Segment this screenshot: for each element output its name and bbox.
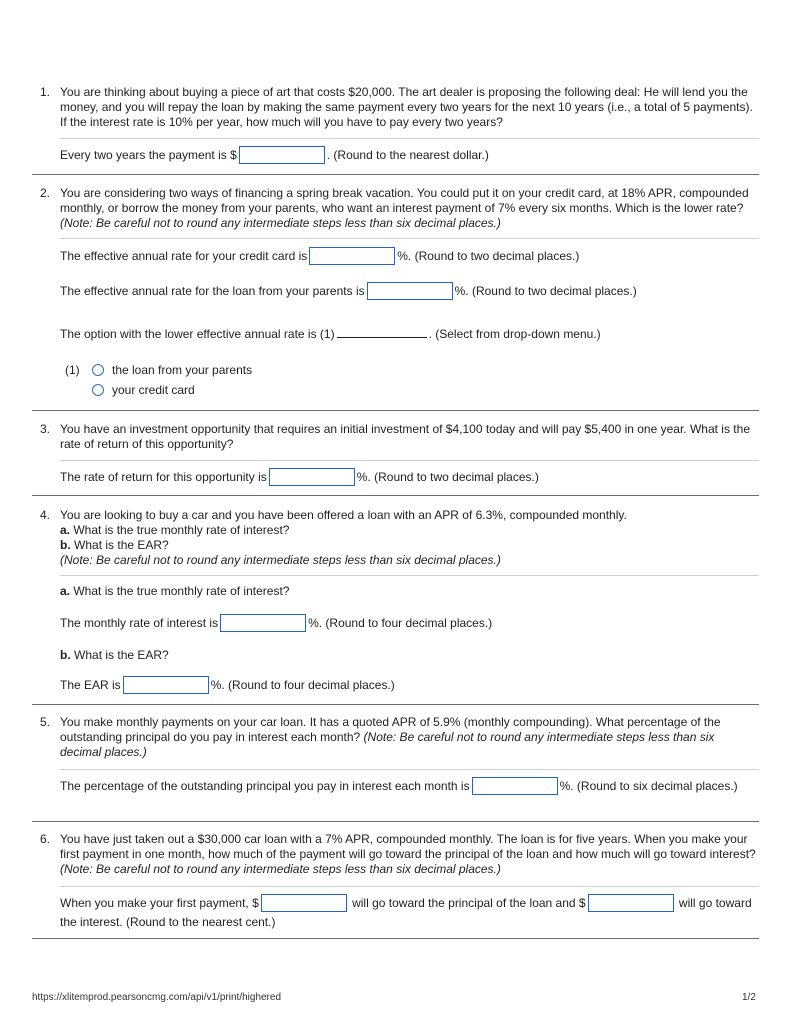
- answer-middle: will go toward the principal of the loan and $: [352, 896, 586, 910]
- question-divider: [32, 174, 759, 175]
- rate-of-return-input[interactable]: [269, 468, 355, 486]
- question-divider: [32, 704, 759, 705]
- credit-card-ear-input[interactable]: [309, 247, 395, 265]
- question-text: You have an investment opportunity that requires an initial investment of $4,100 today and will pay $5,400 in one year. What is the rate of return of this opportunity?: [60, 422, 750, 451]
- question-text: [60, 832, 759, 877]
- answer-line-5: [60, 777, 759, 796]
- option-label: your credit card: [112, 383, 195, 397]
- answer-line-6: [60, 894, 759, 931]
- question-note: (Note: Be careful not to round any intermediate steps less than six decimal places.): [60, 553, 501, 567]
- answer-prefix: The monthly rate of interest is: [60, 616, 219, 630]
- question-divider: [32, 821, 759, 822]
- part-label: b.: [60, 648, 71, 662]
- answer-suffix: %. (Round to two decimal places.): [356, 470, 539, 484]
- answer-prefix: When you make your first payment, $: [60, 896, 259, 910]
- answer-suffix: %. (Round to two decimal places.): [397, 249, 580, 263]
- question-text: [60, 508, 759, 568]
- answer-prefix: The percentage of the outstanding principal you pay in interest each month is: [60, 779, 470, 793]
- question-body: You are looking to buy a car and you have been offered a loan with an APR of 6.3%, compounded monthly.: [60, 508, 627, 522]
- question-number: 4.: [40, 508, 51, 522]
- footer-url: https://xlitemprod.pearsoncmg.com/api/v1/print/highered: [32, 992, 282, 1003]
- question-part-b: [60, 538, 759, 553]
- answer-suffix: %. (Round to six decimal places.): [559, 779, 738, 793]
- answer-prefix: The option with the lower effective annual rate is (1): [60, 327, 335, 341]
- radio-button[interactable]: [92, 384, 104, 396]
- question-6: [32, 832, 759, 877]
- question-divider: [32, 495, 759, 496]
- sub-question-b: [60, 646, 759, 664]
- question-note: (Note: Be careful not to round any intermediate steps less than six decimal places.): [60, 862, 501, 876]
- option-credit-card[interactable]: [92, 381, 195, 399]
- divider: [60, 769, 759, 770]
- question-number: 1.: [40, 85, 51, 99]
- part-text: What is the EAR?: [74, 648, 169, 662]
- answer-line-parents: [60, 282, 759, 301]
- answer-line-3: [60, 468, 759, 487]
- question-text: [60, 715, 759, 760]
- percentage-input[interactable]: [472, 777, 558, 795]
- answer-suffix: . (Round to the nearest dollar.): [326, 148, 489, 162]
- part-text: What is the true monthly rate of interest?: [73, 523, 290, 537]
- radio-button[interactable]: [92, 364, 104, 376]
- question-1: [32, 85, 759, 130]
- part-label: a.: [60, 523, 71, 537]
- question-3: [32, 422, 759, 452]
- answer-prefix: The rate of return for this opportunity is: [60, 470, 267, 484]
- options-label: (1): [65, 363, 80, 377]
- part-label: a.: [60, 584, 71, 598]
- interest-input[interactable]: [588, 894, 674, 912]
- option-label: the loan from your parents: [112, 363, 253, 377]
- question-text: [60, 186, 759, 231]
- divider: [60, 238, 759, 239]
- part-text: What is the true monthly rate of interest?: [73, 584, 290, 598]
- part-text: What is the EAR?: [74, 538, 169, 552]
- question-divider: [32, 938, 759, 939]
- parents-ear-input[interactable]: [367, 282, 453, 300]
- answer-line-credit-card: [60, 247, 759, 266]
- answer-suffix: %. (Round to four decimal places.): [308, 616, 493, 630]
- answer-suffix: will go toward the interest. (Round to the nearest cent.): [60, 896, 752, 929]
- dropdown-blank[interactable]: [337, 327, 427, 338]
- question-2: [32, 186, 759, 231]
- question-text: You are thinking about buying a piece of art that costs $20,000. The art dealer is proposing the following deal: He will lend you the money, and you will repay the loan by making the same payment every two years for the next 10 years (i.e., a total of 5 payments). If the interest rate is 10% per year, how much will you have to pay every two years?: [60, 85, 753, 129]
- answer-prefix: The EAR is: [60, 678, 121, 692]
- footer-page-number: 1/2: [742, 992, 756, 1003]
- answer-prefix: The effective annual rate for the loan from your parents is: [60, 284, 365, 298]
- sub-question-a: [60, 582, 759, 600]
- payment-input[interactable]: [239, 146, 325, 164]
- divider: [60, 575, 759, 576]
- question-number: 2.: [40, 186, 51, 200]
- question-5: [32, 715, 759, 760]
- answer-suffix: %. (Round to two decimal places.): [454, 284, 637, 298]
- question-note: (Note: Be careful not to round any intermediate steps less than six decimal places.): [60, 730, 715, 759]
- part-label: b.: [60, 538, 71, 552]
- monthly-rate-input[interactable]: [220, 614, 306, 632]
- divider: [60, 460, 759, 461]
- question-body: You have just taken out a $30,000 car loan with a 7% APR, compounded monthly. The loan is for five years. When you make your first payment in one month, how much of the payment will go toward the principal of the loan and how much will go toward interest?: [60, 832, 756, 861]
- answer-suffix: . (Select from drop-down menu.): [428, 327, 601, 341]
- question-part-a: [60, 523, 759, 538]
- divider: [60, 138, 759, 139]
- divider: [60, 886, 759, 887]
- question-number: 3.: [40, 422, 51, 436]
- answer-line-ear: [60, 676, 759, 695]
- question-number: 6.: [40, 832, 51, 846]
- answer-prefix: The effective annual rate for your credit card is: [60, 249, 308, 263]
- question-body: You make monthly payments on your car loan. It has a quoted APR of 5.9% (monthly compounding). What percentage of the outstanding principal do you pay in interest each month?: [60, 715, 721, 744]
- ear-input[interactable]: [123, 676, 209, 694]
- answer-suffix: %. (Round to four decimal places.): [210, 678, 395, 692]
- answer-prefix: Every two years the payment is $: [60, 148, 237, 162]
- question-body: You are considering two ways of financing a spring break vacation. You could put it on your credit card, at 18% APR, compounded monthly, or borrow the money from your parents, who want an interest payment of 7% every six months. Which is the lower rate?: [60, 186, 749, 215]
- question-number: 5.: [40, 715, 51, 729]
- answer-line-option: [60, 325, 759, 343]
- option-parents-loan[interactable]: [92, 361, 252, 379]
- answer-line-1: [60, 146, 759, 165]
- answer-line-monthly: [60, 614, 759, 633]
- question-4: [32, 508, 759, 572]
- principal-input[interactable]: [261, 894, 347, 912]
- question-divider: [32, 410, 759, 411]
- question-note: (Note: Be careful not to round any intermediate steps less than six decimal places.): [60, 216, 501, 230]
